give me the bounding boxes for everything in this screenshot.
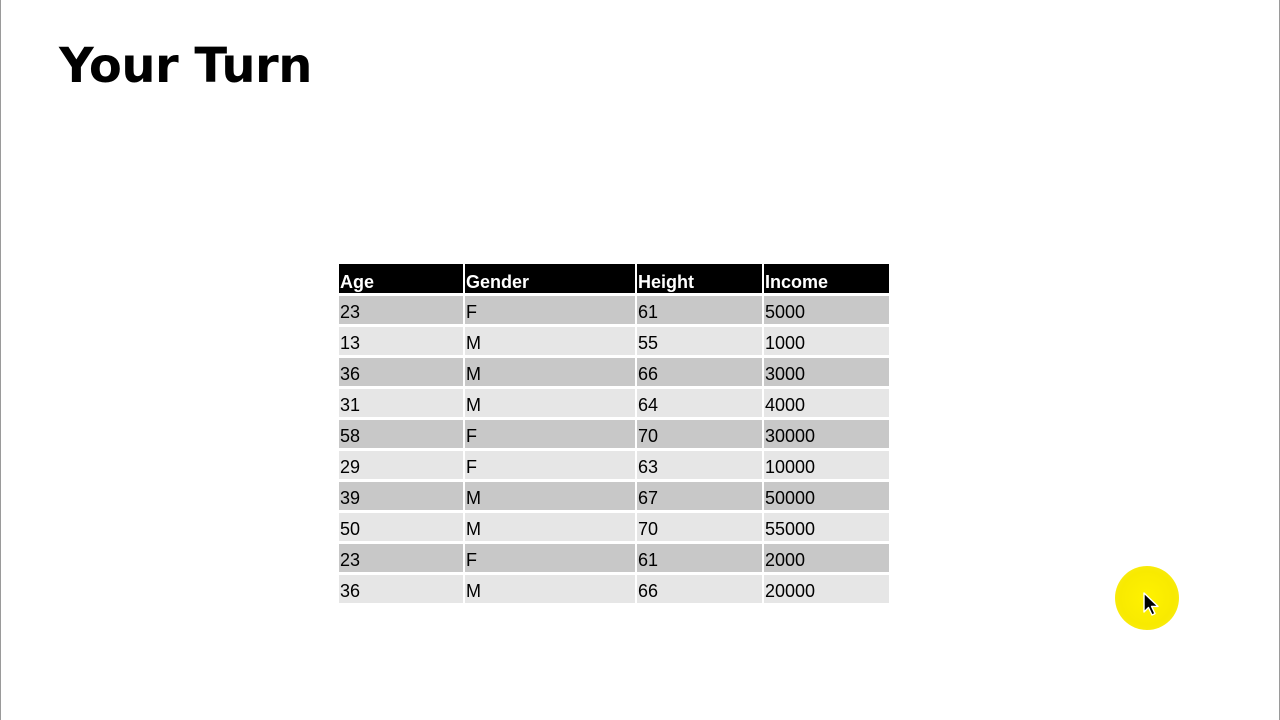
table-header-row	[339, 264, 889, 293]
cell-income: 55000	[764, 513, 889, 541]
cell-age: 13	[339, 327, 463, 355]
column-header-income: Income	[764, 264, 889, 293]
mouse-pointer-icon	[1142, 592, 1162, 618]
cell-income: 1000	[764, 327, 889, 355]
table-row	[339, 420, 889, 448]
slide-title: Your Turn	[59, 38, 312, 94]
table-row	[339, 389, 889, 417]
table-row	[339, 575, 889, 603]
cell-age: 31	[339, 389, 463, 417]
cell-income: 20000	[764, 575, 889, 603]
cell-height: 61	[637, 296, 762, 324]
cell-height: 66	[637, 575, 762, 603]
table-row	[339, 358, 889, 386]
cell-height: 63	[637, 451, 762, 479]
cell-gender: M	[465, 575, 635, 603]
cell-age: 58	[339, 420, 463, 448]
cell-age: 36	[339, 575, 463, 603]
cell-age: 29	[339, 451, 463, 479]
cell-age: 39	[339, 482, 463, 510]
table-row	[339, 513, 889, 541]
table-row	[339, 544, 889, 572]
cell-income: 4000	[764, 389, 889, 417]
cell-income: 5000	[764, 296, 889, 324]
cell-gender: F	[465, 420, 635, 448]
table-row	[339, 327, 889, 355]
cell-age: 50	[339, 513, 463, 541]
cell-age: 23	[339, 296, 463, 324]
table-row	[339, 296, 889, 324]
cell-height: 55	[637, 327, 762, 355]
column-header-age: Age	[339, 264, 463, 293]
cell-gender: F	[465, 451, 635, 479]
cell-income: 30000	[764, 420, 889, 448]
cell-gender: M	[465, 482, 635, 510]
cell-income: 10000	[764, 451, 889, 479]
column-header-gender: Gender	[465, 264, 635, 293]
table-row	[339, 482, 889, 510]
column-header-height: Height	[637, 264, 762, 293]
cell-age: 36	[339, 358, 463, 386]
cell-height: 70	[637, 513, 762, 541]
cell-income: 50000	[764, 482, 889, 510]
cell-height: 64	[637, 389, 762, 417]
cell-height: 66	[637, 358, 762, 386]
cell-gender: M	[465, 327, 635, 355]
table-row	[339, 451, 889, 479]
data-table	[337, 261, 891, 606]
cell-height: 61	[637, 544, 762, 572]
cell-income: 2000	[764, 544, 889, 572]
cell-gender: F	[465, 296, 635, 324]
cell-gender: M	[465, 513, 635, 541]
cell-gender: F	[465, 544, 635, 572]
cell-height: 70	[637, 420, 762, 448]
cell-income: 3000	[764, 358, 889, 386]
cell-gender: M	[465, 358, 635, 386]
cell-age: 23	[339, 544, 463, 572]
cell-height: 67	[637, 482, 762, 510]
cell-gender: M	[465, 389, 635, 417]
